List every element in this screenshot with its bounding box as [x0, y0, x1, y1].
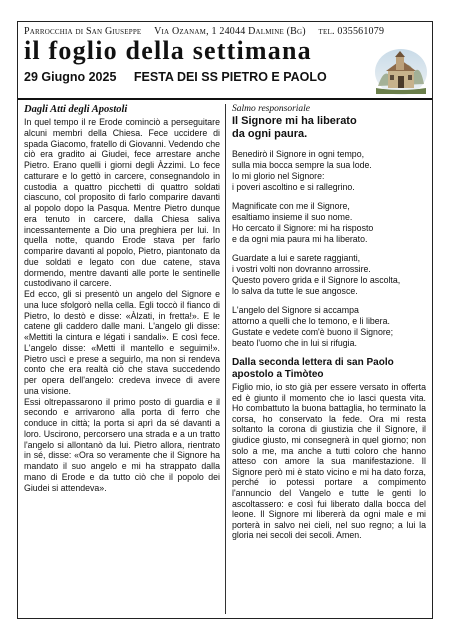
- column-divider: [225, 104, 226, 614]
- psalm-line: i poveri ascoltino e si rallegrino.: [232, 182, 355, 192]
- psalm-stanza: [232, 305, 426, 349]
- psalm-line: attorno a quelli che lo temono, e li libera.: [232, 316, 390, 326]
- psalm-label: Salmo responsoriale: [232, 104, 311, 114]
- bulletin-page: [17, 21, 433, 619]
- feast-name: FESTA DEI SS PIETRO E PAOLO: [133, 70, 327, 84]
- first-reading: [24, 104, 220, 493]
- psalm-line: Gustate e vedete com'è buono il Signore;: [232, 327, 394, 337]
- psalm-refrain-line: Il Signore mi ha liberato: [232, 115, 357, 127]
- psalm-line: Io mi glorio nel Signore:: [232, 171, 325, 181]
- first-reading-paragraph: In quel tempo il re Erode cominciò a perseguitare alcuni membri della Chiesa. Fece uccidere di spada Giacomo, fratello di Giovanni. Vedendo che ciò era gradito ai Giudei, fece arrestare anche Pietro. Erano quelli i giorni degli Àzzimi. Lo fece catturare e lo gettò in carcere, consegnandolo in custodia a quattro picchetti di quattro soldati ciascuno, col proposito di farlo comparire davanti al popolo dopo la Pasqua. Mentre Pietro dunque era tenuto in carcere, dalla Chiesa saliva incessantemente a Dio una preghiera per lui. In quella notte, quando Erode stava per farlo comparire davanti al popolo, Pietro, piantonato da due soldati e legato con due catene, stava dormendo, mentre davanti alle porte le sentinelle custodivano il carcere.: [24, 117, 220, 289]
- second-reading-title: Dalla seconda lettera di san Paolo apostolo a Timòteo: [232, 357, 394, 380]
- parish-phone: tel. 035561079: [318, 26, 385, 37]
- psalm-line: beato l'uomo che in lui si rifugia.: [232, 338, 357, 348]
- first-reading-heading: Dagli Atti degli Apostoli: [24, 104, 128, 115]
- first-reading-paragraph: Essi oltrepassarono il primo posto di guardia e il secondo e arrivarono alla porta di ferro che conduce in città; la porta si aprì da sé davanti a loro. Uscirono, percorsero una strada e a un tratto l'angelo si allontanò da lui. Pietro allora, rientrato in sé, disse: «Ora so veramente che il Signore ha mandato il suo angelo e mi ha strappato dalla mano di Erode e da tutto ciò che il popolo dei Giudei si attendeva».: [24, 396, 220, 493]
- psalm-stanza: [232, 253, 426, 297]
- psalm-line: L'angelo del Signore si accampa: [232, 305, 359, 315]
- psalm-line: esaltiamo insieme il suo nome.: [232, 212, 353, 222]
- masthead: [18, 22, 432, 100]
- issue-date: 29 Giugno 2025: [24, 70, 117, 84]
- psalm-line: i vostri volti non dovranno arrossire.: [232, 264, 371, 274]
- psalm-line: Benedirò il Signore in ogni tempo,: [232, 149, 365, 159]
- psalm-stanza: [232, 201, 426, 245]
- psalm-line: Questo povero grida e il Signore lo ascolta,: [232, 275, 401, 285]
- masthead-rule: [18, 98, 432, 100]
- first-reading-paragraph: Ed ecco, gli si presentò un angelo del Signore e una luce sfolgorò nella cella. Egli toccò il fianco di Pietro, lo destò e disse: «Àlzati, in fretta!». E le catene gli caddero dalle mani. L'angelo gli disse: «Mettiti la cintura e légati i sandali». E così fece. L'angelo disse: «Metti il mantello e seguimi!». Pietro uscì e prese a seguirlo, ma non si rendeva conto che era realtà ciò che stava succedendo per opera dell'angelo: credeva invece di avere una visione.: [24, 289, 220, 396]
- newsletter-title: il foglio della settimana: [24, 36, 312, 65]
- second-reading: [232, 357, 426, 541]
- parish-address: Via Ozanam, 1 24044 Dalmine (Bg): [154, 26, 306, 37]
- psalm-line: Guardate a lui e sarete raggianti,: [232, 253, 361, 263]
- church-image: [374, 48, 428, 96]
- second-reading-text: Figlio mio, io sto già per essere versato in offerta ed è giunto il momento che io lasci questa vita. Ho combattuto la buona battaglia, ho terminato la corsa, ho conservato la fede. Ora mi resta soltanto la corona di giustizia che il Signore, il giudice giusto, mi consegnerà in quel giorno; non solo a me, ma anche a tutti coloro che hanno atteso con amore la sua manifestazione. Il Signore però mi è stato vicino e mi ha dato forza, perché io potessi portare a compimento l'annuncio del Vangelo e tutte le genti lo ascoltassero: e così fui liberato dalla bocca del leone. Il Signore mi libererà da ogni male e mi porterà in salvo nei cieli, nel suo regno; a lui la gloria nei secoli dei secoli. Amen.: [232, 382, 426, 541]
- psalm-line: Ho cercato il Signore: mi ha risposto: [232, 223, 374, 233]
- psalm-stanza: [232, 149, 426, 193]
- psalm-line: lo salva da tutte le sue angosce.: [232, 286, 358, 296]
- psalm-line: Magnificate con me il Signore,: [232, 201, 350, 211]
- issue-line: [24, 70, 327, 84]
- right-column: [232, 104, 426, 541]
- psalm-refrain: [232, 115, 426, 141]
- psalm-refrain-line: da ogni paura.: [232, 128, 308, 140]
- psalm-line: sulla mia bocca sempre la sua lode.: [232, 160, 372, 170]
- parish-name: Parrocchia di San Giuseppe: [24, 26, 142, 37]
- psalm-line: e da ogni mia paura mi ha liberato.: [232, 234, 368, 244]
